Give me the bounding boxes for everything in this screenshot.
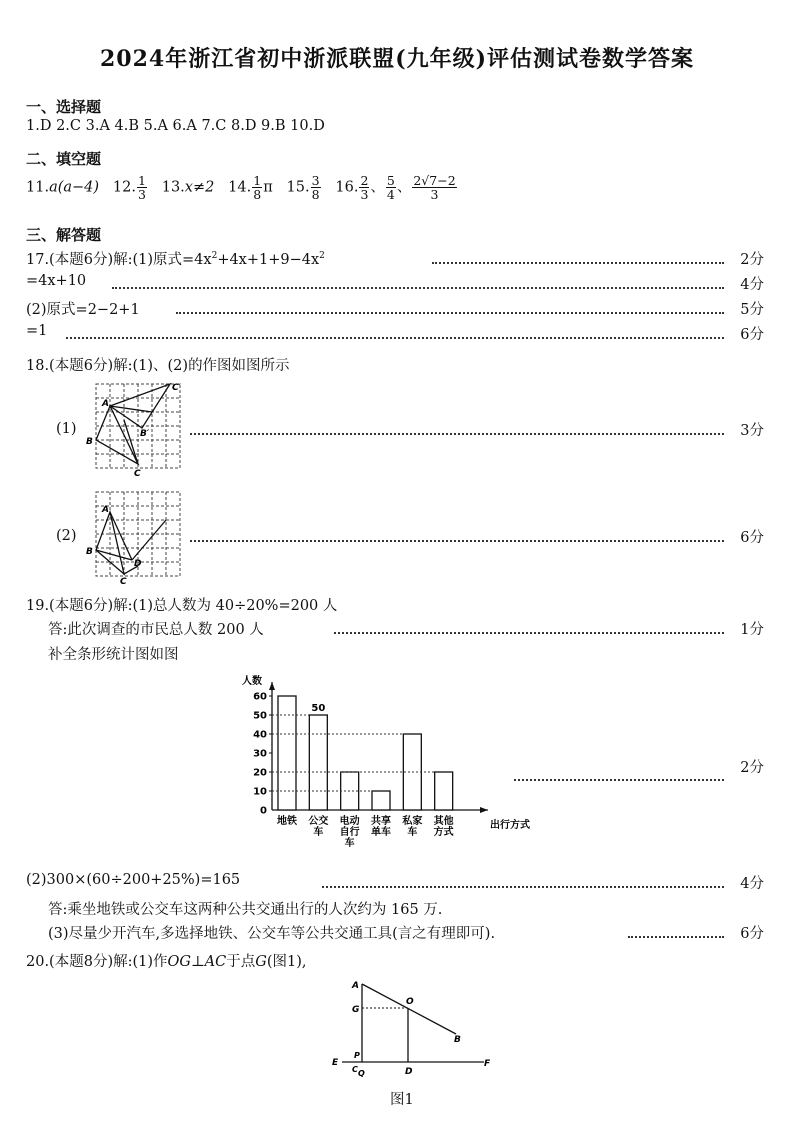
q16-number: 16.	[335, 179, 359, 196]
label-A: A	[352, 981, 359, 991]
x-tick-label: 公交	[308, 816, 329, 827]
x-axis-arrow	[480, 807, 488, 813]
label-G: G	[352, 1005, 360, 1015]
q13-number: 13.	[161, 179, 185, 196]
x-tick-label: 其他	[433, 816, 454, 827]
dot-leader	[66, 337, 724, 339]
section-heading-choice: 一、选择题	[26, 98, 102, 116]
y-tick-label: 0	[260, 805, 267, 817]
label-B: B	[86, 437, 93, 447]
label-Q: Q	[358, 1069, 365, 1078]
q16-fraction-b: $\frac{5}{4}$	[386, 173, 395, 203]
label-C: C	[352, 1065, 358, 1074]
dot-leader	[334, 632, 724, 634]
bar-1	[278, 696, 296, 810]
dot-leader	[628, 936, 724, 938]
x-tick-label: 共享	[371, 816, 391, 827]
q12-fraction: $\frac{1}{3}$	[137, 173, 146, 203]
q19-line-5: 答:乘坐地铁或公交车这两种公共交通出行的人次约为 165 万.	[48, 902, 443, 918]
q19-line-6: (3)尽量少开汽车,多选择地铁、公交车等公共交通工具(言之有理即可).	[48, 926, 496, 942]
x-tick-label: 方式	[433, 827, 454, 838]
q16-fraction-c: $\frac{2√7-2}{3}$	[413, 173, 456, 203]
y-tick-label: 10	[253, 786, 267, 798]
q19-score-3: 4分	[740, 876, 764, 892]
x-tick-label: 私家	[402, 816, 423, 827]
q17-score-4: 6分	[740, 327, 764, 343]
x-tick-label: 自行	[339, 827, 360, 838]
bar-6	[435, 772, 453, 810]
q19-line-2: 答:此次调查的市民总人数 200 人	[48, 622, 264, 638]
q19-line-3: 补全条形统计图如图	[48, 647, 179, 663]
q20-figure-1	[328, 974, 498, 1084]
dot-leader	[176, 312, 724, 314]
x-tick-label: 电动	[339, 816, 360, 827]
q15-fraction: $\frac{3}{8}$	[311, 173, 320, 203]
label-F: F	[484, 1059, 491, 1069]
q17-score-2: 4分	[740, 277, 764, 293]
q18-grid-figure-1	[84, 376, 194, 480]
label-P: P	[354, 1051, 360, 1060]
y-axis-arrow	[269, 682, 275, 690]
label-B-prime: B′	[140, 429, 150, 439]
x-tick-label: 单车	[371, 827, 391, 838]
label-D: D	[405, 1067, 413, 1077]
bar-4	[372, 791, 390, 810]
q19-score-1: 1分	[740, 622, 764, 638]
label-C: C	[134, 469, 141, 479]
section-heading-fill: 二、填空题	[26, 150, 102, 168]
data-label: 50	[311, 703, 326, 714]
y-tick-label: 40	[253, 729, 267, 741]
q11-answer: a(a−4)	[49, 179, 100, 196]
label-A: A	[102, 399, 109, 409]
label-B: B	[454, 1035, 461, 1045]
q14-number: 14.	[228, 179, 252, 196]
label-O: O	[406, 997, 414, 1007]
bar-2	[309, 715, 327, 810]
q18-score-2: 6分	[740, 530, 764, 546]
q18-part2-label: (2)	[56, 528, 77, 544]
x-tick-label: 地铁	[277, 816, 297, 827]
label-B: B	[86, 547, 93, 557]
q12-number: 12.	[112, 179, 136, 196]
bar-chart	[228, 670, 530, 866]
q18-intro: 18.(本题6分)解:(1)、(2)的作图如图所示	[26, 358, 290, 374]
q17-score-1: 2分	[740, 252, 764, 268]
y-axis-label: 人数	[242, 676, 262, 687]
q15-number: 15.	[286, 179, 310, 196]
q17-line-3: (2)原式=2−2+1	[26, 302, 140, 318]
label-C-prime: C′	[172, 383, 181, 393]
q19-line-4: (2)300×(60÷200+25%)=165	[26, 872, 241, 888]
q11-number: 11.	[26, 179, 50, 196]
label-E: E	[332, 1058, 339, 1068]
q20-line-1: 20.(本题8分)解:(1)作OG⊥AC于点G(图1),	[26, 954, 307, 970]
q18-score-1: 3分	[740, 423, 764, 439]
x-axis-label: 出行方式	[490, 820, 530, 831]
q17-line-4: =1	[26, 323, 48, 339]
figure-caption: 图1	[390, 1092, 414, 1108]
q18-part1-label: (1)	[56, 421, 77, 437]
label-D: D	[134, 559, 142, 569]
y-tick-label: 20	[253, 767, 267, 779]
dot-leader	[112, 287, 724, 289]
q18-grid-figure-2	[84, 488, 194, 587]
q13-answer: x≠2	[184, 179, 215, 196]
choice-answers: 1.D 2.C 3.A 4.B 5.A 6.A 7.C 8.D 9.B 10.D	[26, 118, 325, 134]
y-tick-label: 30	[253, 748, 267, 760]
label-A: A	[102, 505, 109, 515]
y-tick-label: 50	[253, 710, 267, 722]
dot-leader	[322, 886, 724, 888]
dot-leader	[190, 433, 724, 435]
q17-line-1: 17.(本题6分)解:(1)原式$=4x^2+4x+1+9-4x^2$	[26, 251, 325, 268]
dot-leader	[190, 540, 724, 542]
q19-score-4: 6分	[740, 926, 764, 942]
q17-line-2: =4x+10	[26, 273, 87, 289]
x-tick-label: 车	[407, 827, 418, 838]
y-tick-label: 60	[253, 691, 267, 703]
section-heading-solve: 三、解答题	[26, 226, 102, 244]
q19-score-2: 2分	[740, 760, 764, 776]
x-tick-label: 车	[313, 827, 324, 838]
q17-score-3: 5分	[740, 302, 764, 318]
x-tick-label: 车	[344, 838, 355, 849]
fill-answers: 11.a(a−4) 12. $\frac{1}{3}$ 13.x≠2 14. $\frac{1}{8}$ π 15. $\frac{3}{8}$ 16. $\frac{2}{3}$ 、 $\frac{5}{4}$ 、 $\frac{2√7-2}{3}$	[26, 173, 456, 203]
q14-pi: π	[263, 179, 273, 196]
label-C: C	[120, 577, 127, 587]
q14-fraction: $\frac{1}{8}$	[253, 173, 262, 203]
page-title: 2024年浙江省初中浙派联盟(九年级)评估测试卷数学答案	[99, 46, 695, 72]
dot-leader	[514, 779, 724, 781]
q16-fraction-a: $\frac{2}{3}$	[360, 173, 369, 203]
q19-line-1: 19.(本题6分)解:(1)总人数为 40÷20%=200 人	[26, 598, 338, 614]
dot-leader	[432, 262, 724, 264]
